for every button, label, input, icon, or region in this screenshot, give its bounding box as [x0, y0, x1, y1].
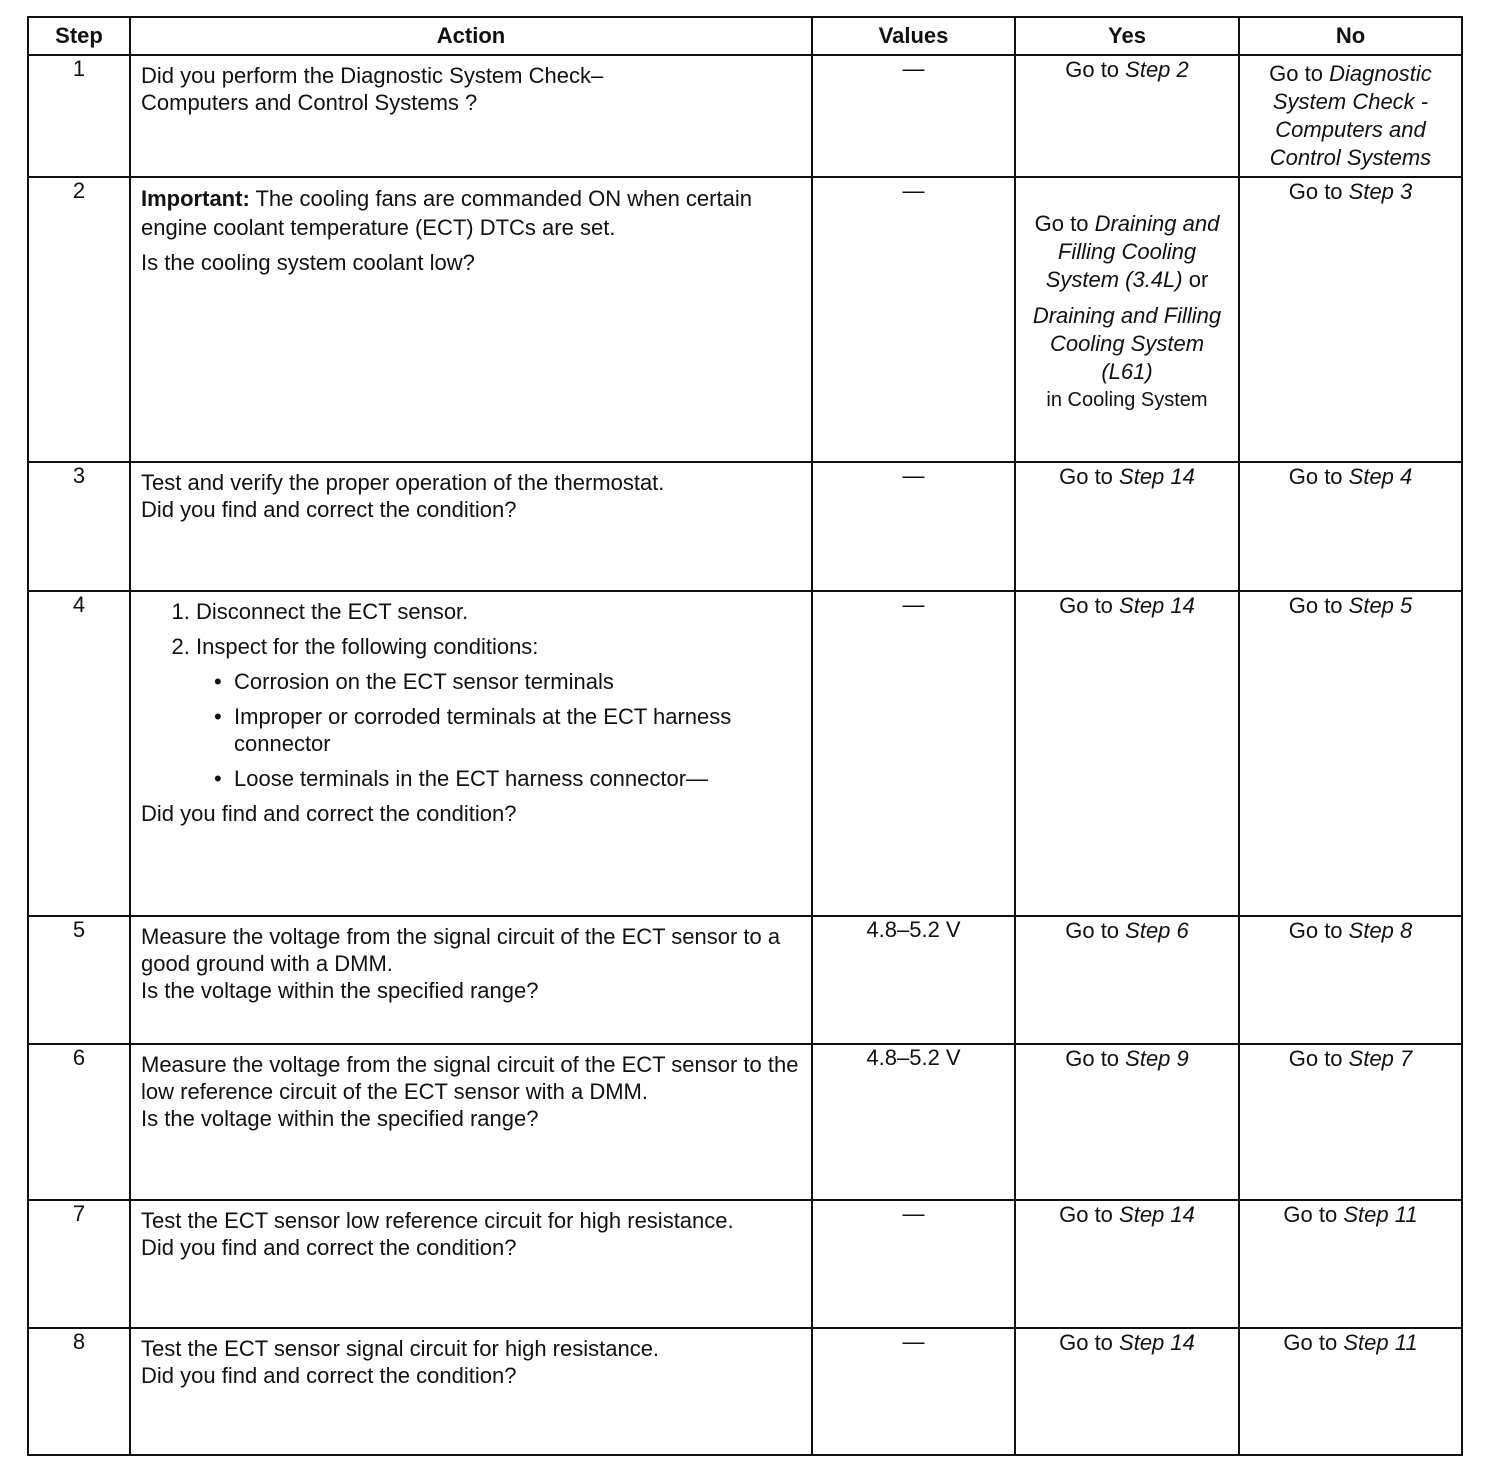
yes-prefix: Go to	[1065, 1046, 1126, 1071]
yes-prefix: Go to	[1065, 57, 1126, 82]
yes-prefix: Go to	[1059, 593, 1120, 618]
action-cell	[130, 177, 812, 462]
yes-cell	[1015, 177, 1239, 462]
no-prefix: Go to	[1269, 61, 1330, 86]
no-cell	[1239, 55, 1462, 177]
yes-cell	[1015, 591, 1239, 916]
action-question: Is the voltage within the specified range?	[141, 978, 539, 1003]
no-cell	[1239, 1200, 1462, 1328]
yes-suffix: in Cooling System	[1046, 389, 1208, 411]
no-prefix: Go to	[1288, 179, 1349, 204]
yes-prefix: Go to	[1065, 918, 1126, 943]
list-item: 1. Disconnect the ECT sensor.	[196, 598, 801, 625]
step-number: 7	[28, 1200, 130, 1328]
action-cell	[130, 1328, 812, 1455]
important-label: Important:	[141, 186, 250, 211]
step-number: 6	[28, 1044, 130, 1200]
step-number: 8	[28, 1328, 130, 1455]
action-line: Computers and Control Systems ?	[141, 90, 478, 115]
value-cell: —	[812, 1200, 1015, 1328]
value-cell: —	[812, 55, 1015, 177]
table-row	[28, 1044, 1462, 1200]
action-cell	[130, 591, 812, 916]
action-question: Is the cooling system coolant low?	[141, 250, 475, 275]
yes-link[interactable]: Step 14	[1119, 593, 1195, 618]
no-link[interactable]: Step 11	[1343, 1330, 1418, 1355]
no-prefix: Go to	[1288, 1046, 1349, 1071]
yes-link-1[interactable]: Draining and Filling Cooling System (3.4L)	[1045, 211, 1220, 292]
yes-cell	[1015, 1044, 1239, 1200]
step-number: 4	[28, 591, 130, 916]
action-line: Did you perform the Diagnostic System Check–	[141, 63, 604, 88]
action-question: Did you find and correct the condition?	[141, 497, 517, 522]
header-values: Values	[812, 17, 1015, 55]
step-number: 2	[28, 177, 130, 462]
no-cell	[1239, 1328, 1462, 1455]
no-cell	[1239, 462, 1462, 591]
table-row	[28, 462, 1462, 591]
table-row	[28, 916, 1462, 1044]
action-cell	[130, 1044, 812, 1200]
yes-cell	[1015, 55, 1239, 177]
bullet-list	[196, 668, 801, 792]
no-link[interactable]: Step 11	[1343, 1202, 1418, 1227]
yes-link[interactable]: Step 9	[1125, 1046, 1189, 1071]
yes-prefix: Go to	[1059, 1202, 1120, 1227]
value-cell: —	[812, 462, 1015, 591]
table-row	[28, 177, 1462, 462]
yes-cell	[1015, 1200, 1239, 1328]
value-cell: —	[812, 177, 1015, 462]
action-steps-list	[141, 598, 801, 792]
value-cell: —	[812, 1328, 1015, 1455]
no-link[interactable]: Step 8	[1348, 918, 1413, 943]
bullet-item: • Loose terminals in the ECT harness connector—	[234, 765, 801, 792]
step-number: 1	[28, 55, 130, 177]
important-text: The cooling fans are commanded ON when certain engine coolant temperature (ECT) DTCs are set.	[141, 186, 752, 240]
diagnostic-table	[27, 16, 1463, 1456]
action-question: Did you find and correct the condition?	[141, 801, 517, 826]
no-prefix: Go to	[1288, 593, 1349, 618]
action-instruction: Test the ECT sensor low reference circuit for high resistance.	[141, 1208, 734, 1233]
yes-cell	[1015, 1328, 1239, 1455]
action-question: Did you find and correct the condition?	[141, 1363, 517, 1388]
action-question: Is the voltage within the specified range?	[141, 1106, 539, 1131]
action-instruction: Measure the voltage from the signal circuit of the ECT sensor to a good ground with a DMM.	[141, 924, 781, 976]
header-step: Step	[28, 17, 130, 55]
action-instruction: Measure the voltage from the signal circuit of the ECT sensor to the low reference circuit of the ECT sensor with a DMM.	[141, 1052, 799, 1104]
bullet-item: • Corrosion on the ECT sensor terminals	[234, 668, 801, 695]
no-cell	[1239, 177, 1462, 462]
header-yes: Yes	[1015, 17, 1239, 55]
yes-prefix: Go to	[1034, 211, 1095, 236]
table-row	[28, 1328, 1462, 1455]
action-question: Did you find and correct the condition?	[141, 1235, 517, 1260]
header-no: No	[1239, 17, 1462, 55]
action-cell	[130, 916, 812, 1044]
yes-link-2[interactable]: Draining and Filling Cooling System (L61)	[1032, 303, 1222, 384]
no-link[interactable]: Diagnostic System Check - Computers and Control Systems	[1269, 61, 1432, 170]
action-instruction: Test the ECT sensor signal circuit for high resistance.	[141, 1336, 660, 1361]
no-prefix: Go to	[1288, 464, 1349, 489]
bullet-item: • Improper or corroded terminals at the ECT harness connector	[234, 703, 801, 757]
step-number: 5	[28, 916, 130, 1044]
action-instruction: Test and verify the proper operation of the thermostat.	[141, 470, 665, 495]
yes-mid: or	[1182, 267, 1209, 292]
no-cell	[1239, 916, 1462, 1044]
value-cell: 4.8–5.2 V	[812, 916, 1015, 1044]
action-cell	[130, 462, 812, 591]
no-link[interactable]: Step 4	[1348, 464, 1413, 489]
value-cell: 4.8–5.2 V	[812, 1044, 1015, 1200]
yes-cell	[1015, 916, 1239, 1044]
no-link[interactable]: Step 3	[1348, 179, 1413, 204]
yes-link[interactable]: Step 14	[1119, 464, 1195, 489]
action-cell	[130, 55, 812, 177]
no-prefix: Go to	[1283, 1202, 1344, 1227]
step-number: 3	[28, 462, 130, 591]
no-prefix: Go to	[1283, 1330, 1344, 1355]
yes-cell	[1015, 462, 1239, 591]
no-prefix: Go to	[1288, 918, 1349, 943]
no-cell	[1239, 1044, 1462, 1200]
no-cell	[1239, 591, 1462, 916]
header-row	[28, 17, 1462, 55]
table-row	[28, 591, 1462, 916]
yes-prefix: Go to	[1059, 1330, 1120, 1355]
table-row	[28, 55, 1462, 177]
table-row	[28, 1200, 1462, 1328]
yes-link[interactable]: Step 14	[1119, 1202, 1195, 1227]
list-item: 2. Inspect for the following conditions: • Corrosion on the ECT sensor terminals • Improper or corroded terminals at the ECT harness connector • Loose terminals in the ECT harness connector—	[196, 633, 801, 792]
no-link[interactable]: Step 7	[1348, 1046, 1413, 1071]
yes-link[interactable]: Step 2	[1125, 57, 1189, 82]
header-action: Action	[130, 17, 812, 55]
yes-prefix: Go to	[1059, 464, 1120, 489]
action-cell	[130, 1200, 812, 1328]
no-link[interactable]: Step 5	[1348, 593, 1413, 618]
yes-link[interactable]: Step 14	[1119, 1330, 1195, 1355]
value-cell: —	[812, 591, 1015, 916]
yes-link[interactable]: Step 6	[1125, 918, 1189, 943]
